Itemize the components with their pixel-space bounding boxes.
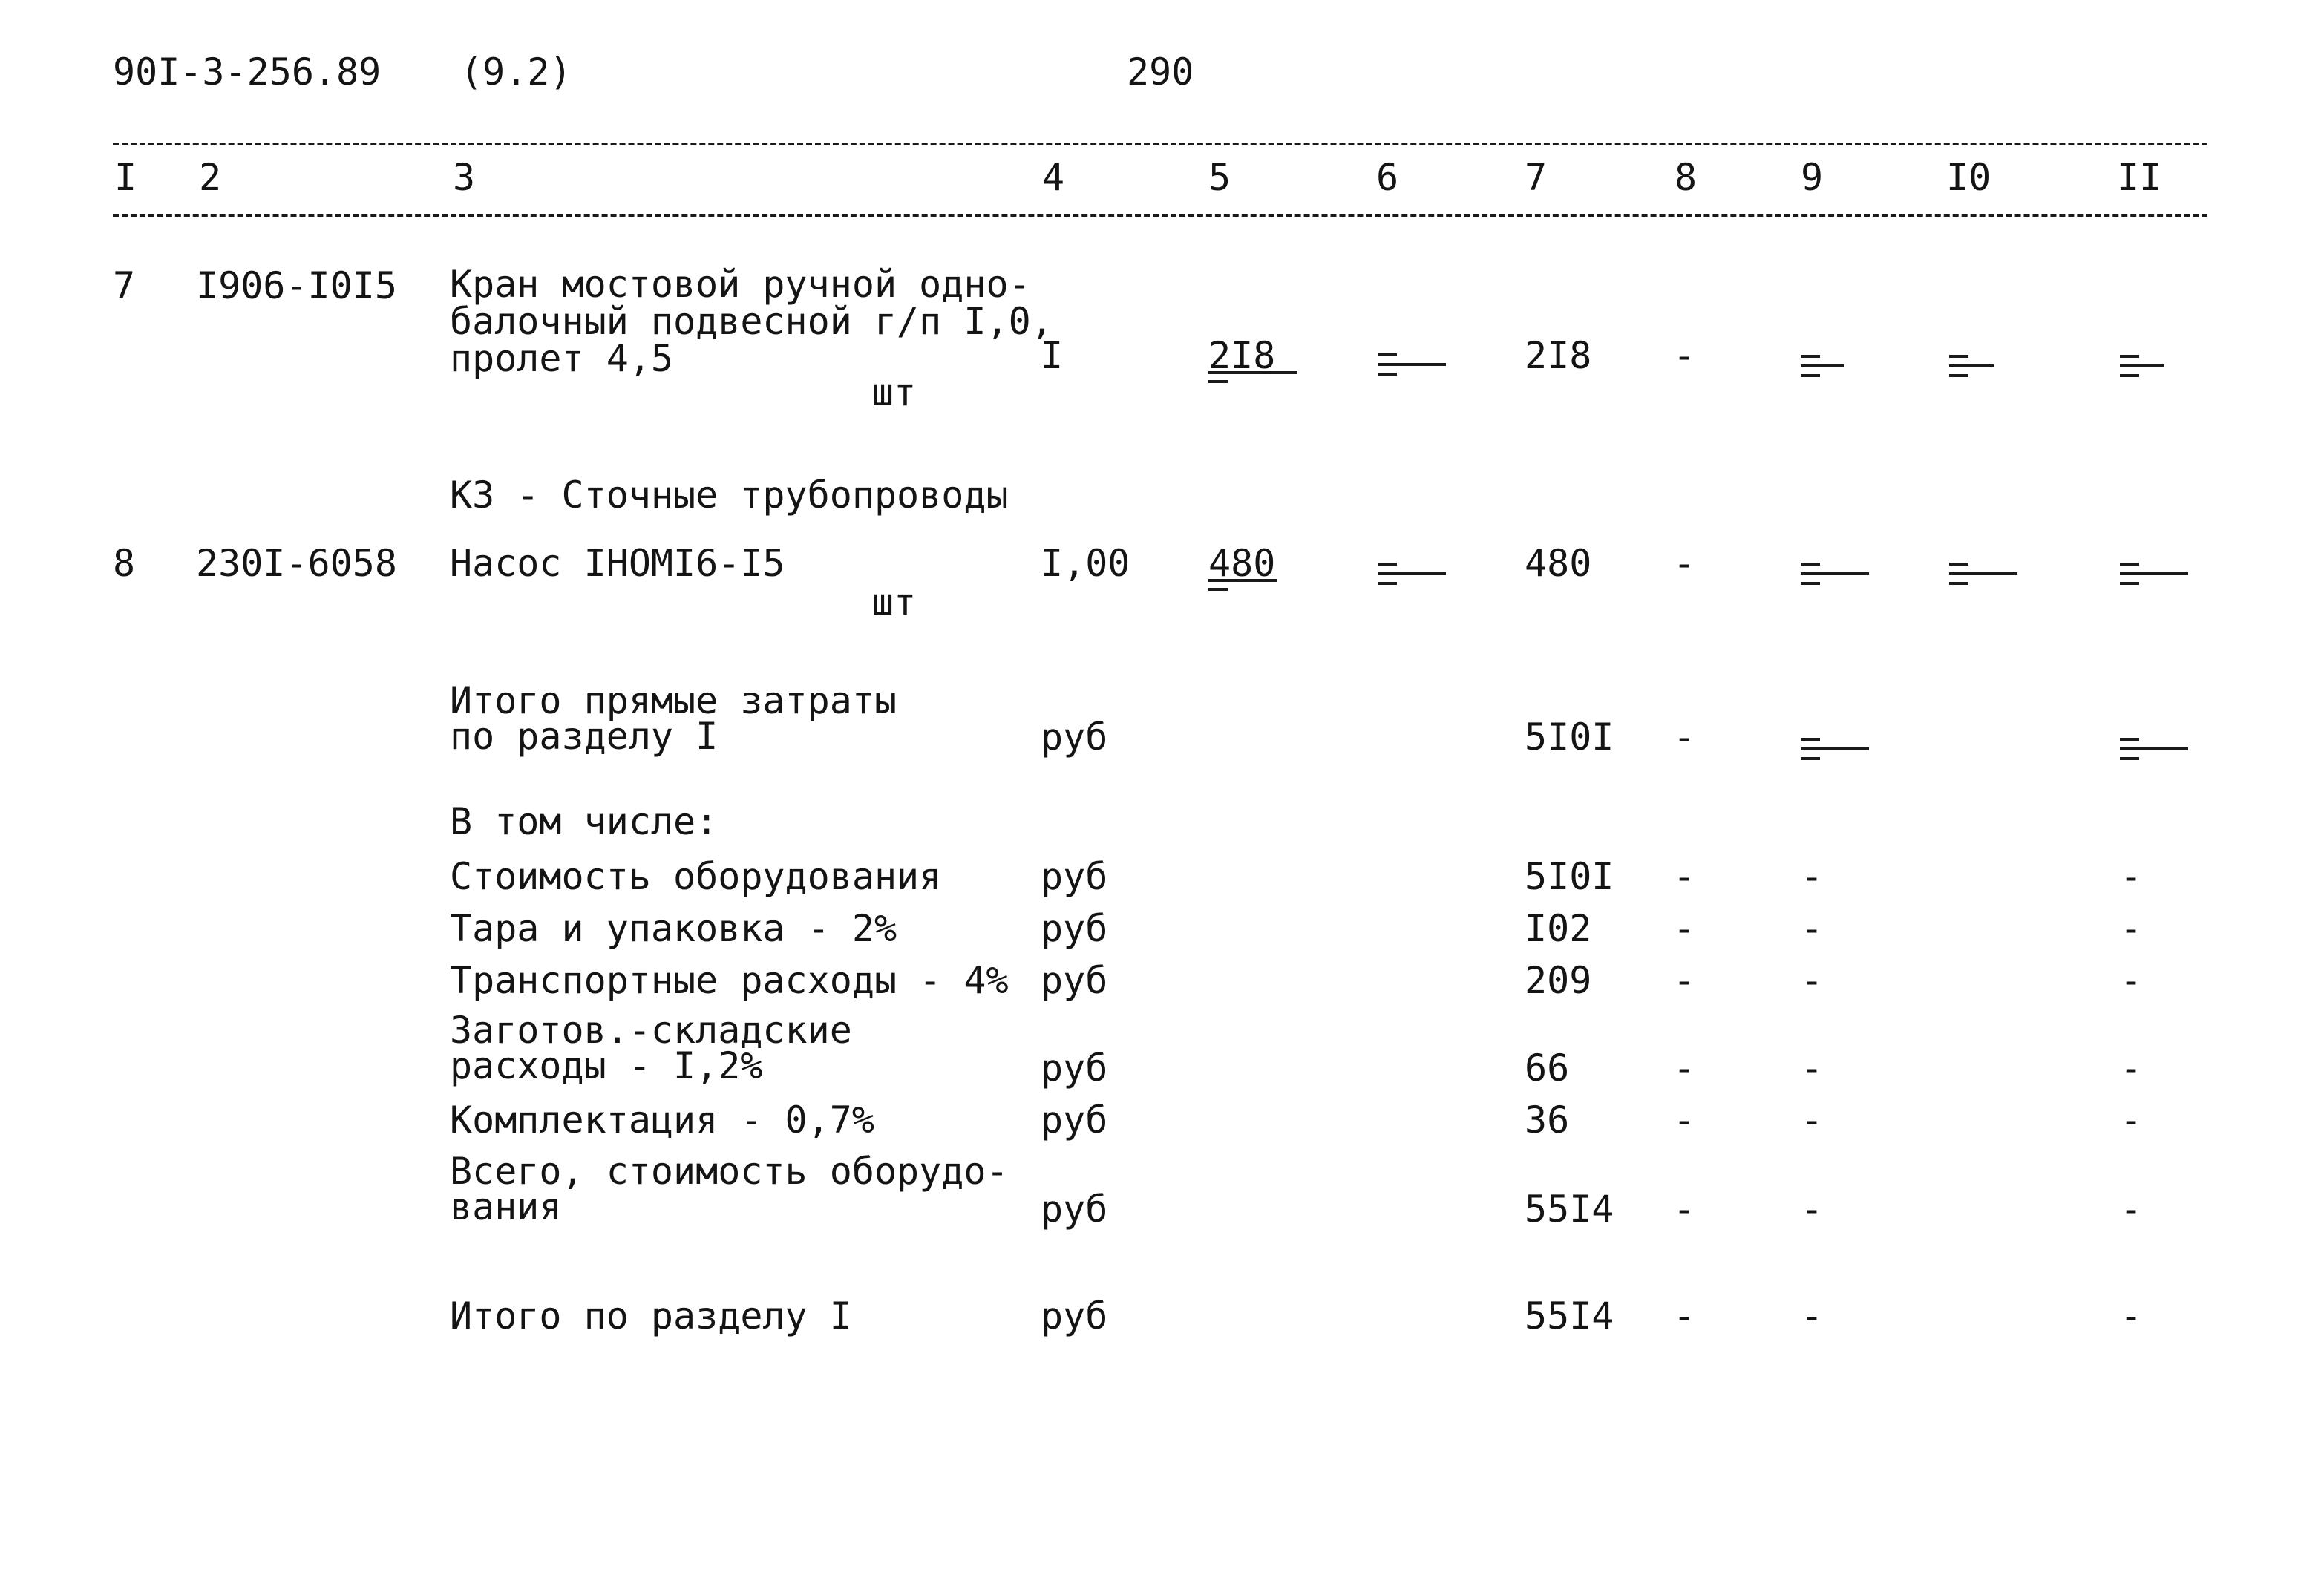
row-col9: - [1801,907,1824,950]
row-col7: 66 [1525,1047,1570,1090]
column-header-7: 7 [1525,156,1548,199]
row-col11: - [2120,1099,2143,1142]
total-direct-col7: 5I0I [1525,716,1614,759]
item-code: 230I-6058 [196,542,397,585]
col5-value: 480 [1208,542,1276,585]
col7-value: 480 [1525,542,1592,585]
row-unit: руб [1041,855,1108,898]
column-header-8: 8 [1675,156,1698,199]
row-number: 7 [113,264,136,307]
row-col8: - [1673,855,1696,898]
row-col9: - [1801,959,1824,1002]
row-unit: руб [1041,1099,1108,1142]
column-header-1: I [114,156,137,199]
total-direct-unit: руб [1041,716,1108,759]
header-rule-bottom [113,214,2207,217]
row-col9: - [1801,1099,1824,1142]
row-col8: - [1673,1188,1696,1231]
col5-fraction-bar [1208,579,1277,582]
row-col7: 55I4 [1525,1188,1614,1231]
col7-value: 2I8 [1525,334,1592,377]
row-col7: I02 [1525,907,1592,950]
row-col8: - [1673,959,1696,1002]
row-col11: - [2120,907,2143,950]
row-col8: - [1673,1047,1696,1090]
column-header-2: 2 [199,156,222,199]
column-header-3: 3 [453,156,476,199]
row-col7: 209 [1525,959,1592,1002]
row-col11: - [2120,1294,2143,1338]
total-direct-col8: - [1673,716,1696,759]
row-col8: - [1673,1099,1696,1142]
including-label: В том числе: [450,800,719,843]
page-number: 290 [1127,50,1194,94]
row-label: Транспортные расходы - 4% [450,959,1009,1002]
document-code: 90I-3-256.89 [113,50,382,94]
row-col7: 5I0I [1525,855,1614,898]
header-rule-top [113,143,2207,145]
row-col7: 55I4 [1525,1294,1614,1338]
column-header-9: 9 [1801,156,1824,199]
row-unit: руб [1041,1294,1108,1338]
item-quantity: I,00 [1041,542,1130,585]
row-col8: - [1673,1294,1696,1338]
row-col11: - [2120,959,2143,1002]
row-col11: - [2120,1188,2143,1231]
row-col9: - [1801,1294,1824,1338]
item-name: Кран мостовой ручной одно- балочный подвесной г/п I,0, пролет 4,5 [450,263,1053,380]
row-col9: - [1801,1047,1824,1090]
row-label: Всего, стоимость оборудо- вания [450,1150,1009,1228]
col5-denominator-dash [1208,380,1228,383]
col5-fraction-bar [1208,371,1297,374]
column-header-5: 5 [1208,156,1231,199]
row-label: Комплектация - 0,7% [450,1099,874,1142]
row-unit: руб [1041,959,1108,1002]
col5-value: 2I8 [1208,334,1276,377]
item-quantity: I [1041,334,1064,377]
row-number: 8 [113,542,136,585]
column-header-4: 4 [1042,156,1065,199]
col8-value: - [1673,334,1696,377]
col8-value: - [1673,542,1696,585]
row-unit: руб [1041,1047,1108,1090]
row-col9: - [1801,855,1824,898]
row-col9: - [1801,1188,1824,1231]
section-heading-k3: К3 - Сточные трубопроводы [450,474,1009,517]
column-header-11: II [2117,156,2162,199]
row-unit: руб [1041,907,1108,950]
item-unit: шт [871,371,917,414]
row-label: Заготов.-складские расходы - I,2% [450,1009,852,1087]
row-label: Тара и упаковка - 2% [450,907,897,950]
row-col11: - [2120,855,2143,898]
column-header-10: I0 [1946,156,1991,199]
column-header-6: 6 [1376,156,1399,199]
item-code: I906-I0I5 [196,264,397,307]
row-label: Итого по разделу I [450,1294,852,1338]
row-col7: 36 [1525,1099,1570,1142]
section-number: (9.2) [460,50,572,94]
total-direct-label: Итого прямые затраты по разделу I [450,679,897,758]
col5-denominator-dash [1208,588,1228,591]
item-name: Насос IНОМI6-I5 [450,542,785,585]
row-unit: руб [1041,1188,1108,1231]
item-unit: шт [871,580,917,623]
row-col8: - [1673,907,1696,950]
row-label: Стоимость оборудования [450,855,942,898]
row-col11: - [2120,1047,2143,1090]
